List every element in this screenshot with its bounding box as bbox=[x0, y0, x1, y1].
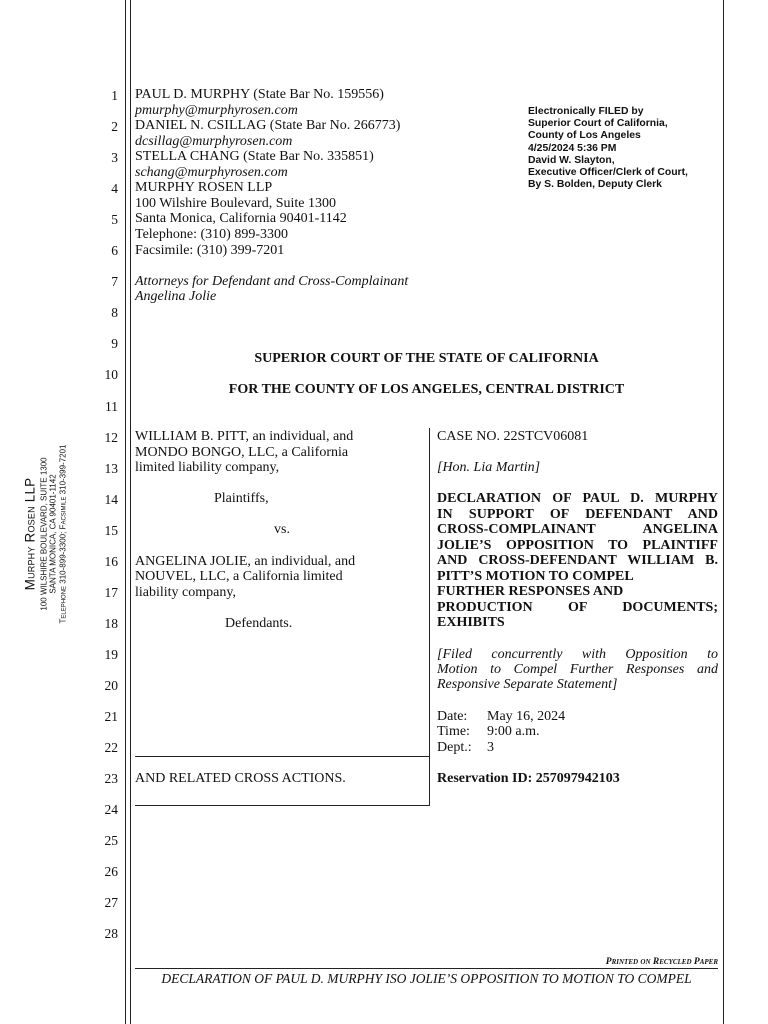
line-number: 15 bbox=[104, 522, 118, 538]
line-number: 7 bbox=[111, 274, 118, 290]
counsel-email: schang@murphyrosen.com bbox=[135, 164, 288, 180]
left-margin-rule-2 bbox=[130, 0, 131, 1024]
line-number: 23 bbox=[104, 771, 118, 787]
reservation-id: Reservation ID: 257097942103 bbox=[437, 771, 620, 786]
filing-stamp bbox=[528, 106, 688, 191]
line-number: 14 bbox=[104, 491, 118, 507]
footer-title: DECLARATION OF PAUL D. MURPHY ISO JOLIE’S OPPOSITION TO MOTION TO COMPEL bbox=[161, 971, 692, 986]
plaintiffs-label: Plaintiffs, bbox=[214, 491, 269, 506]
stamp-line: County of Los Angeles bbox=[528, 130, 641, 142]
document-title-line: IN SUPPORT OF DEFENDANT AND bbox=[437, 506, 718, 522]
document-title-line: EXHIBITS bbox=[437, 615, 505, 631]
document-title-line: PRODUCTION OF DOCUMENTS; bbox=[437, 599, 718, 615]
stamp-line: Executive Officer/Clerk of Court, bbox=[528, 167, 688, 179]
related-cross-actions: AND RELATED CROSS ACTIONS. bbox=[135, 771, 346, 786]
counsel-line: Facsimile: (310) 399-7201 bbox=[135, 242, 285, 258]
line-number: 26 bbox=[104, 864, 118, 880]
line-number: 21 bbox=[104, 709, 118, 724]
counsel-line: DANIEL N. CSILLAG (State Bar No. 266773) bbox=[135, 118, 401, 134]
hearing-time-label: Time: bbox=[437, 724, 470, 739]
hearing-time-value: 9:00 a.m. bbox=[487, 724, 540, 739]
counsel-email: pmurphy@murphyrosen.com bbox=[135, 102, 298, 118]
side-firm-name: Murphy Rosen LLP bbox=[22, 477, 38, 591]
line-number: 25 bbox=[104, 833, 118, 849]
plaintiff-line: MONDO BONGO, LLC, a California bbox=[135, 445, 349, 460]
line-number: 10 bbox=[104, 367, 118, 383]
line-number: 3 bbox=[111, 150, 118, 166]
hearing-dept-label: Dept.: bbox=[437, 740, 472, 755]
defendant-line: liability company, bbox=[135, 585, 236, 600]
caption-rule-2 bbox=[135, 805, 429, 806]
left-margin-rule-1 bbox=[125, 0, 126, 1024]
caption-rule-1 bbox=[135, 756, 429, 757]
counsel-line: MURPHY ROSEN LLP bbox=[135, 180, 273, 196]
line-number: 2 bbox=[111, 119, 118, 135]
document-title-line: FURTHER RESPONSES AND bbox=[437, 584, 624, 600]
side-firm-phones: Telephone 310-899-3300; Facsimile 310-399-7201 bbox=[58, 444, 68, 624]
counsel-line: STELLA CHANG (State Bar No. 335851) bbox=[135, 149, 374, 165]
case-number: CASE NO. 22STCV06081 bbox=[437, 429, 589, 444]
line-number: 22 bbox=[104, 740, 118, 756]
attorneys-for-line-1: Attorneys for Defendant and Cross-Complainant bbox=[135, 274, 409, 289]
line-number: 11 bbox=[105, 398, 118, 414]
court-heading-1: SUPERIOR COURT OF THE STATE OF CALIFORNIA bbox=[254, 351, 599, 366]
line-number: 16 bbox=[104, 553, 118, 569]
stamp-line: Electronically FILED by bbox=[528, 106, 644, 117]
line-number: 24 bbox=[104, 802, 118, 818]
document-title-line: DECLARATION OF PAUL D. MURPHY bbox=[437, 491, 718, 506]
document-title-line: JOLIE’S OPPOSITION TO PLAINTIFF bbox=[437, 537, 718, 553]
line-number: 6 bbox=[111, 243, 118, 259]
counsel-line: 100 Wilshire Boulevard, Suite 1300 bbox=[135, 195, 336, 211]
line-number: 1 bbox=[111, 88, 118, 103]
plaintiff-line: WILLIAM B. PITT, an individual, and bbox=[135, 429, 354, 444]
line-number: 4 bbox=[111, 181, 118, 197]
hearing-dept-value: 3 bbox=[487, 740, 494, 755]
hearing-date-label: Date: bbox=[437, 709, 468, 724]
side-firm-address-1: 100 WILSHIRE BOULEVARD, SUITE 1300 bbox=[39, 457, 49, 611]
court-heading-2: FOR THE COUNTY OF LOS ANGELES, CENTRAL DISTRICT bbox=[228, 382, 625, 397]
line-number: 12 bbox=[104, 429, 118, 445]
counsel-email: dcsillag@murphyrosen.com bbox=[135, 133, 293, 149]
line-number: 9 bbox=[111, 336, 118, 352]
document-title-line: CROSS-COMPLAINANT ANGELINA bbox=[437, 522, 718, 538]
stamp-line: David W. Slayton, bbox=[528, 154, 615, 166]
line-number: 20 bbox=[104, 677, 118, 693]
plaintiff-line: limited liability company, bbox=[135, 460, 280, 475]
defendants-label: Defendants. bbox=[225, 616, 293, 631]
document-title-line: AND CROSS-DEFENDANT WILLIAM B. bbox=[437, 553, 718, 569]
counsel-line: Telephone: (310) 899-3300 bbox=[135, 226, 288, 242]
line-number: 27 bbox=[104, 895, 118, 911]
line-number: 19 bbox=[104, 646, 118, 662]
judge-name: [Hon. Lia Martin] bbox=[437, 460, 541, 475]
line-number: 18 bbox=[104, 615, 118, 631]
versus-label: vs. bbox=[274, 522, 290, 537]
stamp-line: 4/25/2024 5:36 PM bbox=[528, 142, 617, 154]
document-title-line: PITT’S MOTION TO COMPEL bbox=[437, 568, 634, 584]
stamp-line: Superior Court of California, bbox=[528, 118, 668, 130]
footer-rule bbox=[135, 968, 718, 969]
defendant-line: NOUVEL, LLC, a California limited bbox=[135, 569, 343, 584]
caption-divider bbox=[429, 428, 430, 806]
line-number: 5 bbox=[111, 212, 118, 228]
filed-concurrently-line: Responsive Separate Statement] bbox=[437, 677, 618, 692]
line-number: 8 bbox=[111, 305, 118, 321]
attorneys-for-line-2: Angelina Jolie bbox=[135, 289, 217, 304]
defendant-line: ANGELINA JOLIE, an individual, and bbox=[135, 554, 356, 569]
counsel-line: PAUL D. MURPHY (State Bar No. 159556) bbox=[135, 87, 384, 102]
line-number: 28 bbox=[104, 926, 118, 942]
right-margin-rule bbox=[723, 0, 724, 1024]
hearing-date-value: May 16, 2024 bbox=[487, 709, 566, 724]
side-firm-address-2: SANTA MONICA, CA 90401-1142 bbox=[48, 474, 58, 594]
filed-concurrently-line: [Filed concurrently with Opposition to bbox=[437, 647, 718, 662]
stamp-line: By S. Bolden, Deputy Clerk bbox=[528, 179, 662, 191]
printed-on-recycled-paper: Printed on Recycled Paper bbox=[605, 957, 718, 967]
line-number: 13 bbox=[104, 460, 118, 476]
filed-concurrently-line: Motion to Compel Further Responses and bbox=[437, 662, 718, 677]
counsel-line: Santa Monica, California 90401-1142 bbox=[135, 211, 347, 227]
line-number: 17 bbox=[104, 584, 118, 600]
